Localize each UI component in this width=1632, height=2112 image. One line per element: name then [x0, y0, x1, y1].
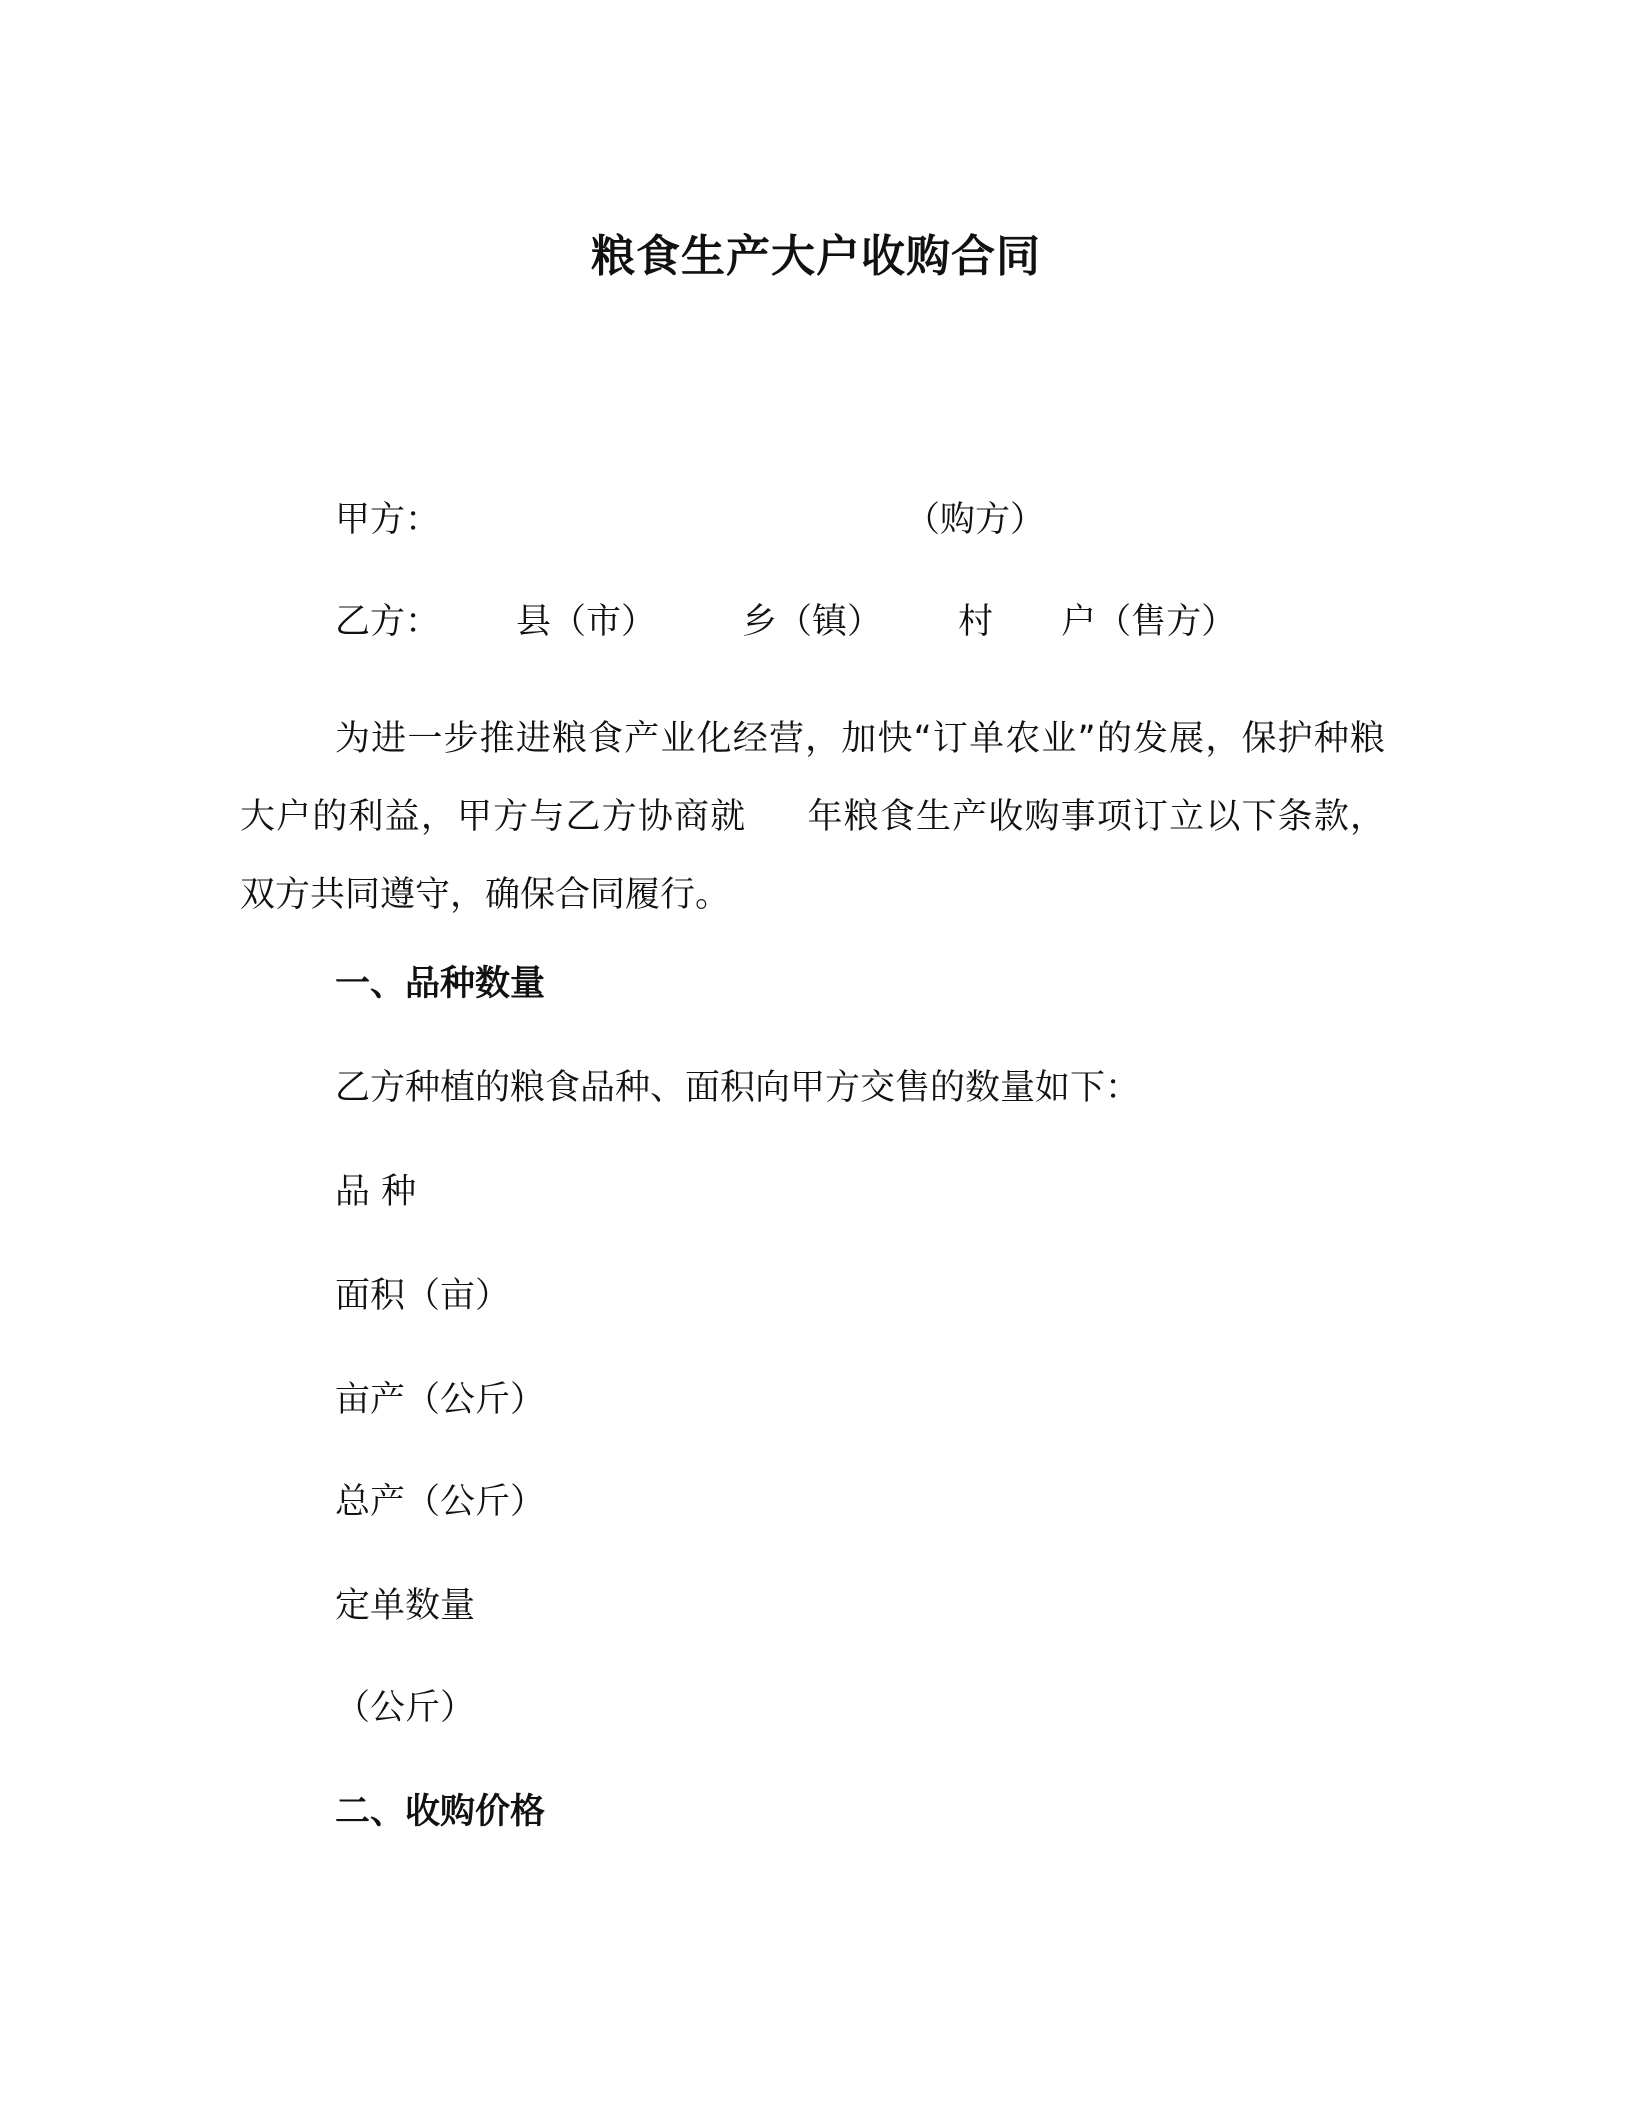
document-title: 粮食生产大户收购合同	[591, 231, 1041, 282]
field-order-quantity: 定单数量	[335, 1586, 476, 1626]
party-b-line	[335, 600, 1236, 644]
intro-part-2: 年粮食生产收购事项订立以下条款，双方共同遵守，确保合同履行。	[240, 797, 1385, 915]
section1-heading: 一、品种数量	[335, 964, 546, 1004]
party-b-township: 乡（镇）	[742, 602, 883, 642]
field-yield-per-mu: 亩产（公斤）	[335, 1380, 546, 1420]
party-b-household: 户（售方）	[1061, 602, 1237, 642]
field-variety: 品 种	[335, 1172, 417, 1212]
field-total-output: 总产（公斤）	[335, 1482, 546, 1522]
field-area: 面积（亩）	[335, 1276, 511, 1316]
party-a-suffix: （购方）	[905, 500, 1046, 540]
party-b-village: 村	[958, 602, 994, 642]
section1-description: 乙方种植的粮食品种、面积向甲方交售的数量如下：	[335, 1068, 1141, 1108]
party-b-label: 乙方：	[335, 602, 441, 642]
party-a-label: 甲方：	[335, 500, 441, 540]
intro-part-1: 为进一步推进粮食产业化经营，加快“订单农业”的发展，保护种粮大户的利益，甲方与乙方协商就	[240, 719, 1385, 837]
party-b-county: 县（市）	[516, 602, 657, 642]
intro-paragraph	[240, 700, 1385, 934]
section2-heading: 二、收购价格	[335, 1792, 546, 1832]
party-a-line	[335, 498, 1045, 542]
field-order-quantity-unit: （公斤）	[335, 1688, 476, 1728]
